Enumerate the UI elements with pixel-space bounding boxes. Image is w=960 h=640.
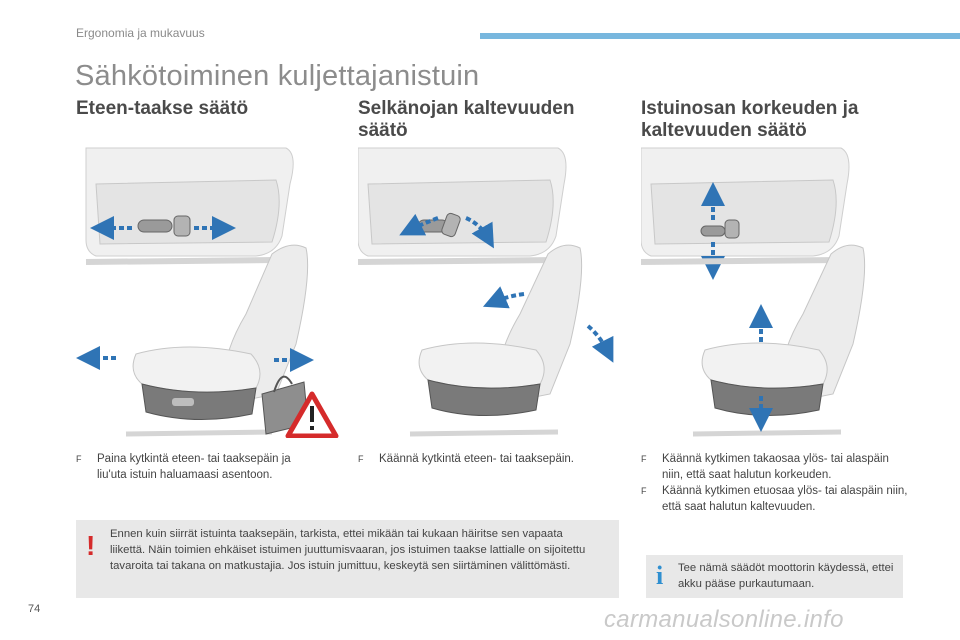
heading-backrest: Selkänojan kaltevuuden säätö: [358, 98, 575, 141]
page-title: Sähkötoiminen kuljettajanistuin: [75, 60, 480, 92]
heading-fore-aft: Eteen-taakse säätö: [76, 98, 249, 119]
bullet-marker: F: [641, 486, 647, 496]
header-accent-bar: [480, 33, 960, 39]
bullet-backrest: F Käännä kytkintä eteen- tai taaksepäin.: [358, 453, 574, 465]
seat-backrest-illustration: [358, 144, 622, 438]
seat-height-tilt-illustration: [641, 144, 905, 438]
bullet-height: F Käännä kytkimen takaosaa ylös- tai alaspäin niin, että saat halutun korkeuden.: [641, 453, 889, 481]
info-box: [646, 555, 903, 598]
warning-box: [76, 520, 619, 598]
info-text: Tee nämä säädöt moottorin käydessä, ettei akku pääse purkautumaan.: [678, 562, 894, 590]
bullet-marker: F: [76, 454, 82, 464]
seat-fore-aft-illustration: [76, 144, 340, 438]
warning-text: Ennen kuin siirrät istuinta taaksepäin, tarkista, ettei mikään tai kukaan häiritse sen vapaata liikettä. Näin toimien ehkäiset istuimen juuttumisvaaran, jos istuimen taakse lattialle on sijoitettu tavaroita tai takana on matkustajia. Jos istuin jumittuu, keskeytä sen siirtäminen välittömästi.: [110, 528, 586, 572]
watermark: carmanualsonline.info: [604, 606, 844, 633]
bullet-marker: F: [358, 454, 364, 464]
section-header: Ergonomia ja mukavuus: [76, 26, 205, 40]
info-icon: i: [656, 561, 664, 590]
exclamation-icon: !: [86, 530, 96, 561]
heading-height-tilt: Istuinosan korkeuden ja kaltevuuden säätö: [641, 98, 859, 141]
bullet-fore-aft: F Paina kytkintä eteen- tai taaksepäin ja liu'uta istuin haluamaasi asentoon.: [76, 453, 291, 481]
page-number: 74: [28, 603, 41, 615]
bullet-tilt: F Käännä kytkimen etuosaa ylös- tai alaspäin niin, että saat halutun kaltevuuden.: [641, 485, 908, 513]
bullet-marker: F: [641, 454, 647, 464]
